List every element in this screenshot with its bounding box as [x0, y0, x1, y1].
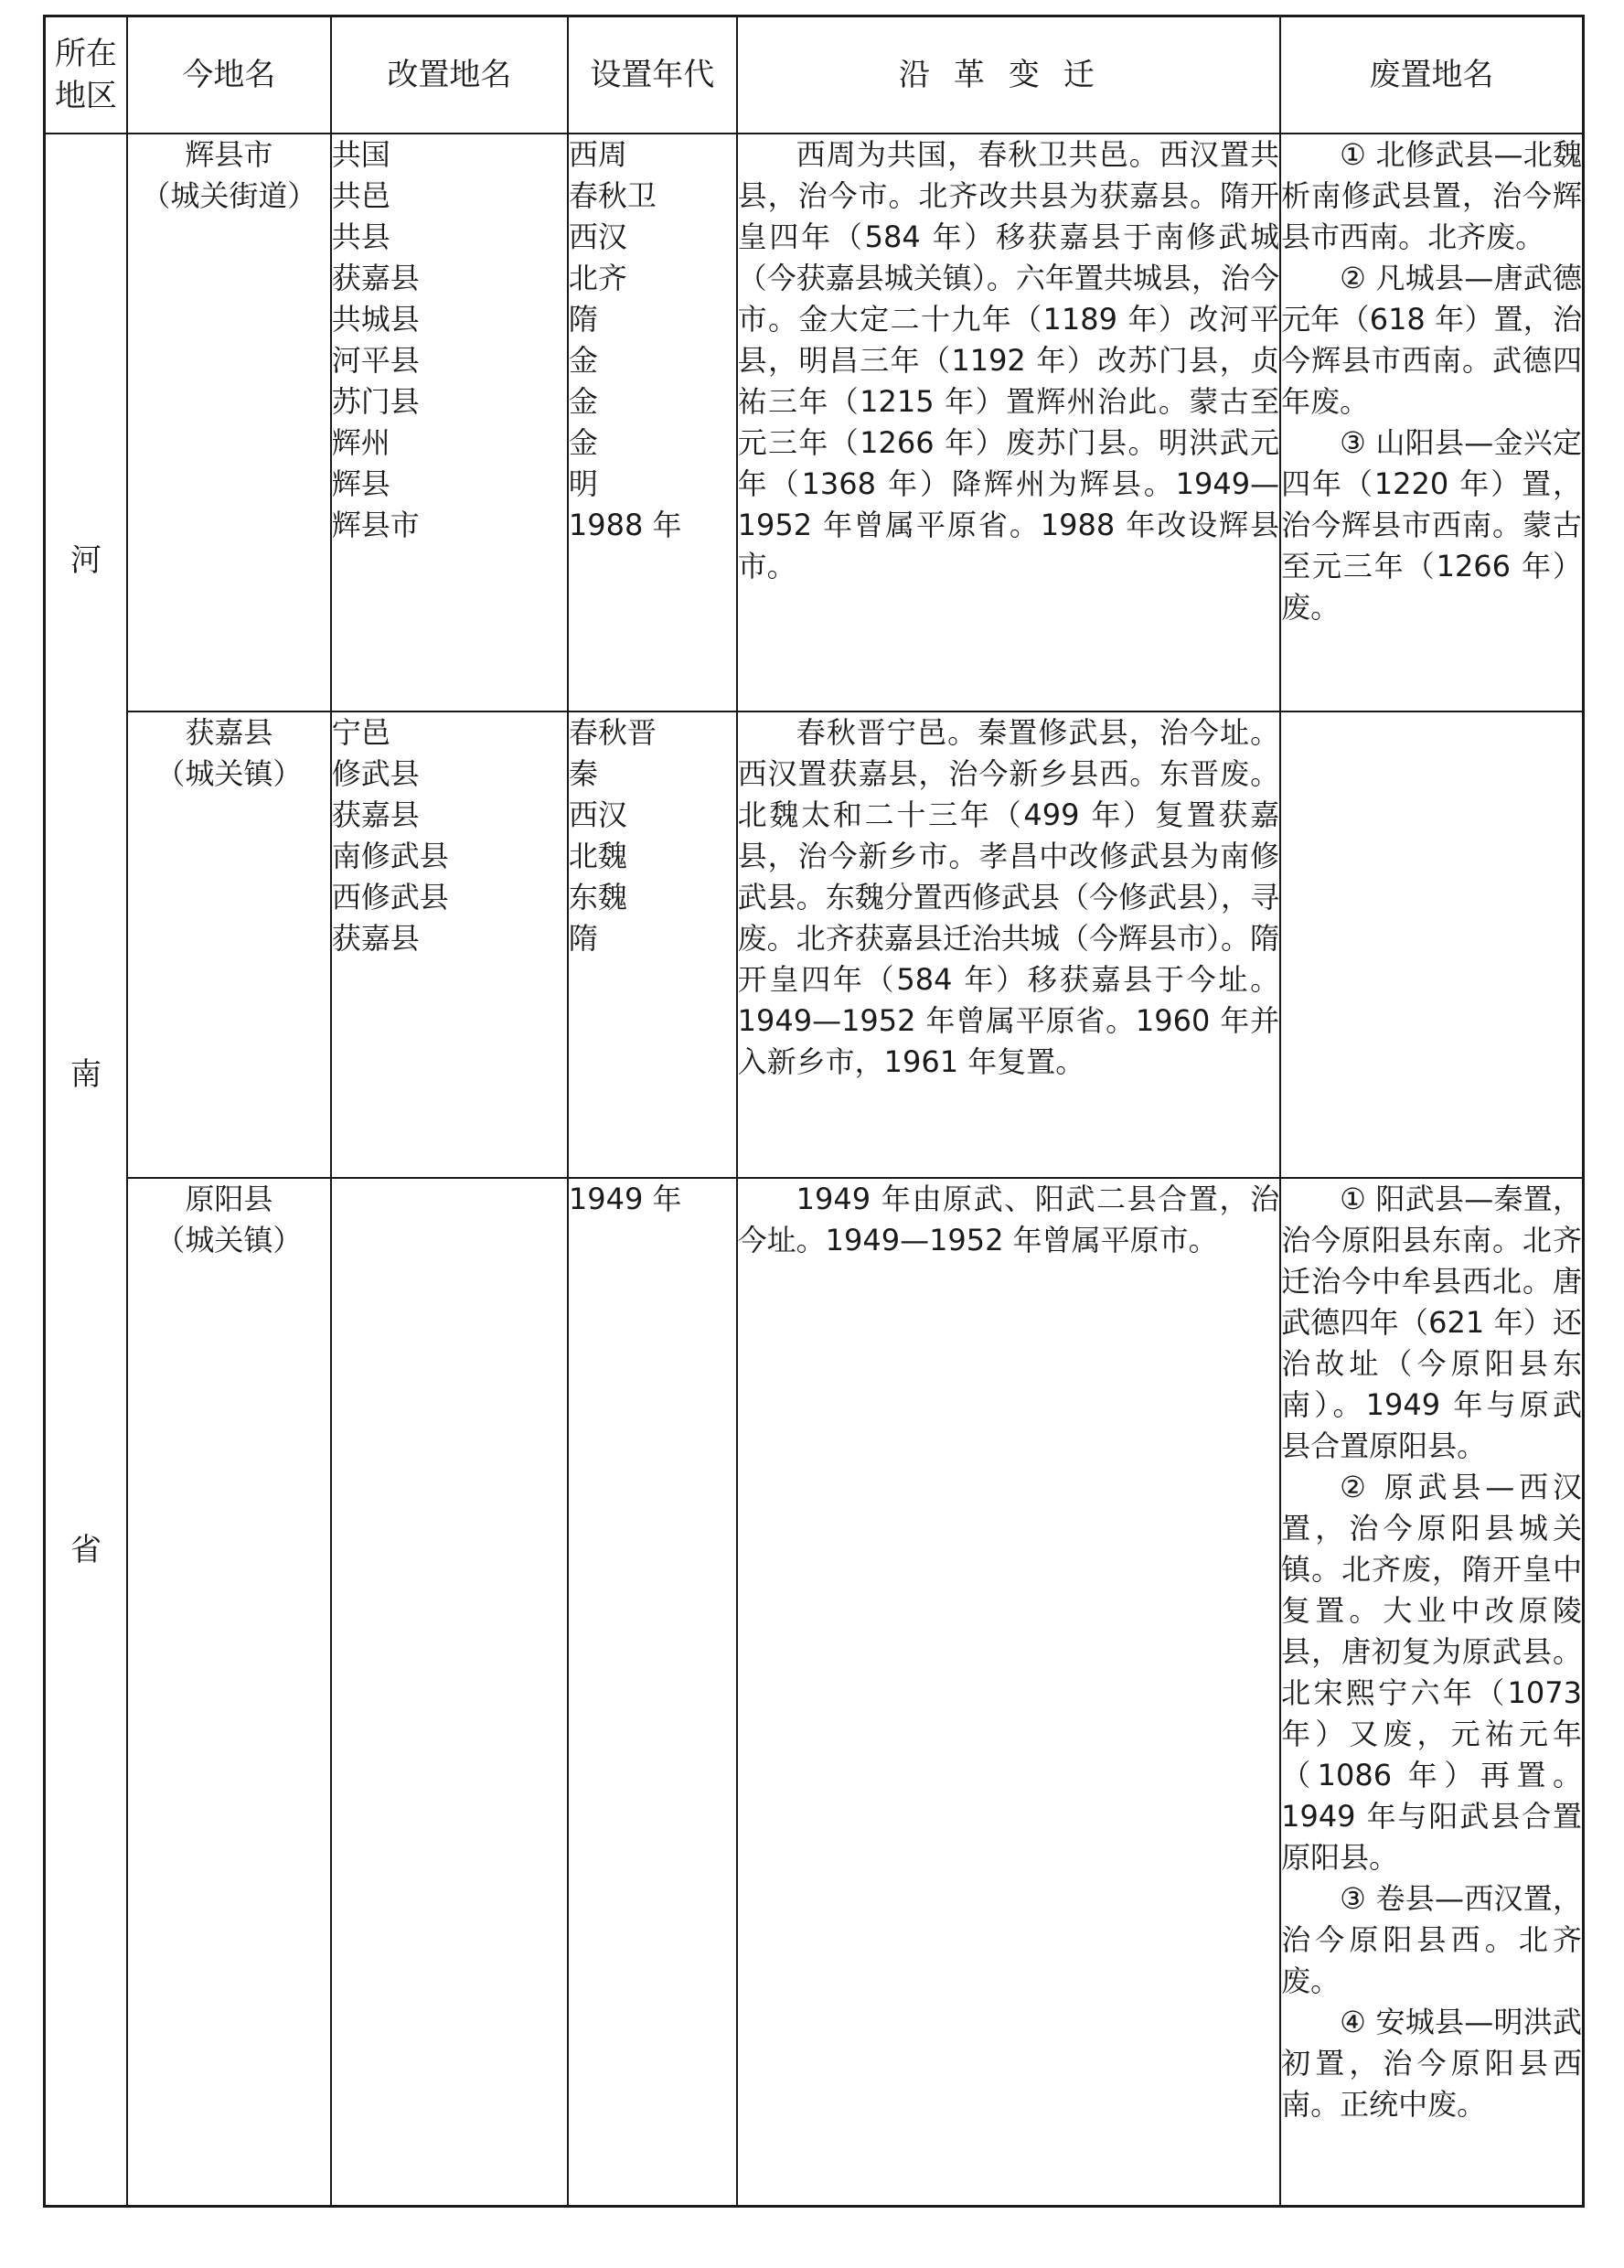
header-row — [45, 16, 1584, 134]
list-item: 隋 — [568, 302, 598, 337]
list-item: 西汉 — [568, 797, 627, 832]
list-item: 金 — [568, 343, 598, 378]
list-item: 北魏 — [568, 839, 627, 873]
list-item: 秦 — [568, 756, 598, 791]
abolished-cell — [1280, 134, 1583, 711]
list-item: 1949 年 — [568, 1182, 682, 1216]
abolished-entry: ④ 安城县—明洪武初置，治今原阳县西南。正统中废。 — [1281, 2005, 1582, 2122]
header-history: 沿革变迁 — [737, 16, 1280, 134]
region-cell — [45, 134, 127, 2207]
current-name-cell — [127, 134, 331, 711]
region-char: 河 — [69, 542, 102, 579]
abolished-cell — [1280, 1178, 1583, 2207]
history-cell — [737, 1178, 1280, 2207]
table-row — [45, 711, 1584, 1178]
list-item: 1988 年 — [568, 508, 682, 542]
current-name-cell — [127, 1178, 331, 2207]
current-name: 辉县市 — [185, 137, 273, 172]
old-names-cell — [331, 1178, 568, 2207]
list-item: 东魏 — [568, 880, 627, 915]
abolished-entry: ② 凡城县—唐武德元年（618 年）置，治今辉县市西南。武德四年废。 — [1281, 261, 1582, 419]
list-item: 河平县 — [331, 343, 420, 378]
history-cell — [737, 711, 1280, 1178]
list-item: 修武县 — [331, 756, 420, 791]
list-item: 共城县 — [331, 302, 420, 337]
history-text: 西周为共国，春秋卫共邑。西汉置共县，治今市。北齐改共县为获嘉县。隋开皇四年（584 年）移获嘉县于南修武城（今获嘉县城关镇）。六年置共城县，治今市。金大定二十九年（1189 年）改河平县，明昌三年（1192 年）改苏门县，贞祐三年（1215 年）置辉州治此。蒙古至元三年（1266 年）废苏门县。明洪武元年（1368 年）降辉州为辉县。1949—1952 年曾属平原省。1988 年改设辉县市。 — [737, 137, 1280, 583]
list-item: 共国 — [331, 137, 390, 172]
list-item: 明 — [568, 466, 598, 501]
list-item: 北齐 — [568, 261, 627, 295]
abolished-entry: ③ 卷县—西汉置，治今原阳县西。北齐废。 — [1281, 1881, 1582, 1998]
list-item: 辉州 — [331, 425, 390, 460]
list-item: 隋 — [568, 921, 598, 956]
region-char: 南 — [69, 1056, 102, 1093]
list-item: 春秋卫 — [568, 178, 657, 213]
old-names-cell — [331, 134, 568, 711]
current-name-seat: （城关镇） — [155, 756, 303, 791]
abolished-entry: ② 原武县—西汉置，治今原阳县城关镇。北齐废，隋开皇中复置。大业中改原陵县，唐初复为原武县。北宋熙宁六年（1073 年）又废，元祐元年（1086 年）再置。1949 年与阳武县合置原阳县。 — [1281, 1470, 1582, 1875]
current-name-cell — [127, 711, 331, 1178]
list-item: 获嘉县 — [331, 261, 420, 295]
current-name-seat: （城关街道） — [141, 178, 317, 213]
list-item: 金 — [568, 425, 598, 460]
list-item: 获嘉县 — [331, 921, 420, 956]
current-name-seat: （城关镇） — [155, 1223, 303, 1257]
list-item: 西周 — [568, 137, 627, 172]
list-item: 西修武县 — [331, 880, 449, 915]
list-item: 辉县市 — [331, 508, 420, 542]
years-cell — [568, 711, 737, 1178]
abolished-entry: ① 北修武县—北魏析南修武县置，治今辉县市西南。北齐废。 — [1281, 137, 1582, 254]
old-names-cell — [331, 711, 568, 1178]
header-year: 设置年代 — [568, 16, 737, 134]
table-row — [45, 134, 1584, 711]
abolished-entry: ① 阳武县—秦置，治今原阳县东南。北齐迁治今中牟县西北。唐武德四年（621 年）还治故址（今原阳县东南）。1949 年与原武县合置原阳县。 — [1281, 1182, 1582, 1463]
header-name: 今地名 — [127, 16, 331, 134]
region-char: 省 — [69, 1532, 102, 1568]
list-item: 宁邑 — [331, 715, 390, 750]
current-name: 获嘉县 — [185, 715, 273, 750]
list-item: 获嘉县 — [331, 797, 420, 832]
history-text: 1949 年由原武、阳武二县合置，治今址。1949—1952 年曾属平原市。 — [737, 1182, 1280, 1257]
header-old-names: 改置地名 — [331, 16, 568, 134]
years-cell — [568, 1178, 737, 2207]
history-text: 春秋晋宁邑。秦置修武县，治今址。西汉置获嘉县，治今新乡县西。东晋废。北魏太和二十三年（499 年）复置获嘉县，治今新乡市。孝昌中改修武县为南修武县。东魏分置西修武县（今修武县），寻废。北齐获嘉县迁治共城（今辉县市）。隋开皇四年（584 年）移获嘉县于今址。1949—1952 年曾属平原省。1960 年并入新乡市，1961 年复置。 — [737, 715, 1280, 1079]
list-item: 春秋晋 — [568, 715, 657, 750]
years-cell — [568, 134, 737, 711]
list-item: 共邑 — [331, 178, 390, 213]
list-item: 苏门县 — [331, 384, 420, 419]
list-item: 金 — [568, 384, 598, 419]
abolished-entry: ③ 山阳县—金兴定四年（1220 年）置，治今辉县市西南。蒙古至元三年（1266 年）废。 — [1281, 425, 1582, 625]
list-item: 西汉 — [568, 219, 627, 254]
header-abolished: 废置地名 — [1280, 16, 1583, 134]
abolished-cell — [1280, 711, 1583, 1178]
current-name: 原阳县 — [185, 1182, 273, 1216]
header-region: 所在 地区 — [45, 16, 127, 134]
list-item: 南修武县 — [331, 839, 449, 873]
table-row — [45, 1178, 1584, 2207]
history-table — [43, 15, 1585, 2208]
history-cell — [737, 134, 1280, 711]
list-item: 辉县 — [331, 466, 390, 501]
list-item: 共县 — [331, 219, 390, 254]
